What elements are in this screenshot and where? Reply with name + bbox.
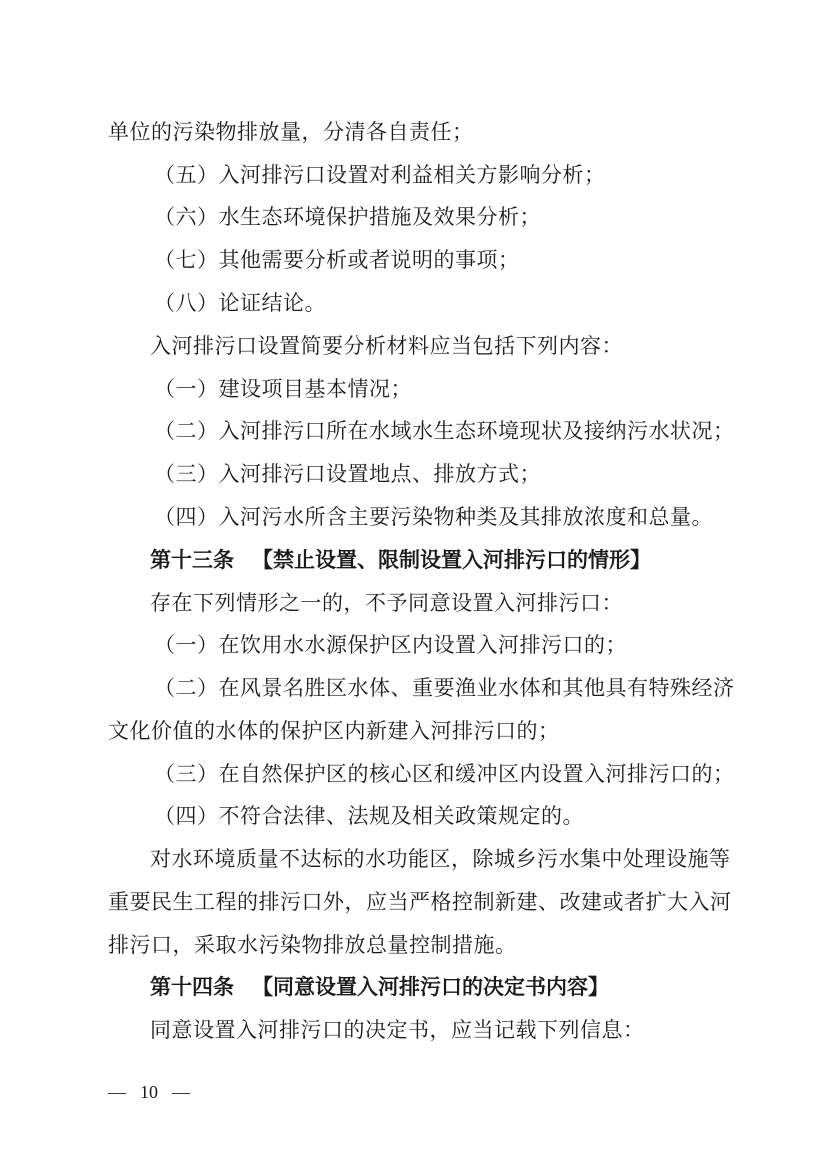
list-item: （三）在自然保护区的核心区和缓冲区内设置入河排污口的；: [154, 762, 735, 786]
list-item: （四）不符合法律、法规及相关政策规定的。: [154, 804, 584, 828]
list-item: （一）建设项目基本情况；: [154, 377, 412, 401]
paragraph-line: 入河排污口设置简要分析材料应当包括下列内容：: [150, 334, 623, 358]
list-item: （七）其他需要分析或者说明的事项；: [154, 248, 520, 272]
list-item: （三）入河排污口设置地点、排放方式；: [154, 462, 541, 486]
paragraph-line: 存在下列情形之一的，不予同意设置入河排污口：: [150, 591, 623, 615]
article-14-heading: [150, 972, 728, 1002]
text-line: 重要民生工程的排污口外，应当严格控制新建、改建或者扩大入河: [108, 890, 732, 914]
footer-dash-left: —: [108, 1082, 126, 1102]
page-number: 10: [140, 1082, 158, 1102]
list-item: （五）入河排污口设置对利益相关方影响分析；: [154, 163, 606, 187]
text-line: 文化价值的水体的保护区内新建入河排污口的；: [108, 719, 560, 743]
article-number: 第十四条: [150, 975, 234, 999]
list-item: （六）水生态环境保护措施及效果分析；: [154, 205, 541, 229]
article-title: 【禁止设置、限制设置入河排污口的情形】: [252, 548, 651, 572]
list-item: （二）入河排污口所在水域水生态环境现状及接纳污水状况；: [154, 419, 735, 443]
list-item: （二）在风景名胜区水体、重要渔业水体和其他具有特殊经济: [154, 676, 735, 700]
paragraph-line: 同意设置入河排污口的决定书，应当记载下列信息：: [150, 1018, 645, 1042]
paragraph-line: 对水环境质量不达标的水功能区，除城乡污水集中处理设施等: [150, 847, 731, 871]
article-13-heading: [150, 545, 728, 575]
list-item: （四）入河污水所含主要污染物种类及其排放浓度和总量。: [154, 505, 713, 529]
text-line: 排污口，采取水污染物排放总量控制措施。: [108, 933, 517, 957]
list-item: （一）在饮用水水源保护区内设置入河排污口的；: [154, 633, 627, 657]
page-footer: [108, 1079, 190, 1105]
list-item: （八）论证结论。: [154, 291, 326, 315]
article-number: 第十三条: [150, 548, 234, 572]
footer-dash-right: —: [172, 1082, 190, 1102]
article-title: 【同意设置入河排污口的决定书内容】: [252, 975, 609, 999]
text-line: 单位的污染物排放量，分清各自责任；: [108, 120, 474, 144]
